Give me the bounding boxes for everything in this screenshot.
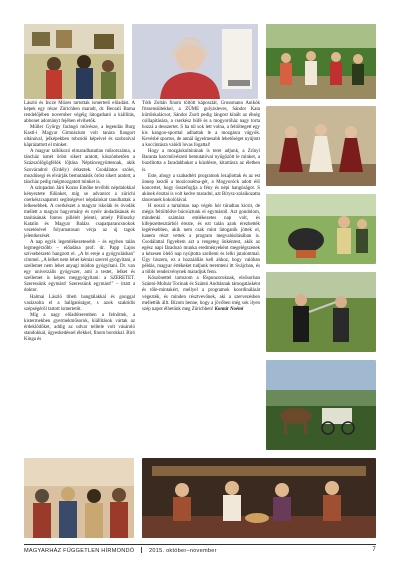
- photo-audience: [24, 458, 134, 538]
- paragraph: Este, ahogy a szabadtéri programok lezajlottak és az est ünnep kezdő a mozicoséma-gét, a Mogyoróck adott élő koncertet, hogy összefoglja a fény és népi hangúságot. S akinek érsztai is volt kedve maradni, azt Bírysz-zolaikozatta táncennek kokolólával.: [142, 173, 260, 203]
- footer-rule: [24, 544, 376, 545]
- photo-gallery-visitors: [24, 24, 124, 99]
- photo-horse-carriage-image: [266, 360, 376, 450]
- paragraph: Müller György farángó művésze, a legendás Burg Kastl-i Magyar Gimnázium volt tanára fiangort oltánával, jelképekben tobzódó képeivel és szobraival káprázattott el minket.: [24, 125, 135, 149]
- photo-woman-speaker: [132, 24, 258, 99]
- photo-audience-image: [24, 458, 134, 538]
- paragraph: A színpadon Járó Kozos Emőke tevőbbi népdalokkal kényeztete fülünket, míg se advanrot a zürichi cserkészcsapatott segítségével népdalokat tanulhattak a lelkesebbek. A cserkészet a magyar iskolák és óvodák mellett a magyar bagyomány és nyelv ándadásának és tanításának fontos pillérét jelenti, amely Pilinszky Katalin és Magyar Balázs csapatparancsnokok vezetésével folyamatosan vérja az új tagok jelentkezését.: [24, 185, 135, 240]
- paragraph: Tóth Zoltán finom töltött káposztát, Grossmann Anikók frissensültekkel, a ZÜME gulyásleves, Sándor Kata kürtöskalácsot, Sándor Zsolt pedig lángost kínált az éhség csillapítására, a cserkész büfé és a mogyoróház nagy torta hozzá a desszertet. S ha túl sok lett volna, a feltöltegett egy kis kangoo-sporttal adhattak le a mozgásra vágyók. Kevésbé sportos, de annál ügyelmesabb lehetőséget nyújtott a koccintásra valódi lovas fogattal!: [142, 101, 260, 149]
- paragraph: Míg a nagy előadóteremben a felnőttek, a kistermekben gyermekműsorok, kiállítások vártak az érdeklődőket, addig az udvar telítele volt vásároló standokkal, ügyeskedéssel élekkel, finom borokkal. Bíró Kinga és: [24, 312, 135, 342]
- paragraph: A magyar tallúkozó elmaradhatatlan műsorszáma, a táncház ismét öröst sikert aratott, köszönhetően a Százszölőgögfélók lőjtása Néptáncegyüttesnak, akik Szováradrol (Erdély) érkeztek. Csodálatos szólei, mozdúsegi és elvárják bemutatásik öröst sikert aratott, a táncház pedig mégmozgatott minket is.: [24, 149, 135, 185]
- photo-woman-speaker-image: [132, 24, 258, 99]
- article-column-2: [142, 101, 260, 313]
- footer-separator: [141, 547, 142, 553]
- photo-baranta-fighters: [266, 272, 376, 352]
- paragraph: László és Incze Mózes tartottak ismertető előadást. A képek egy része Zürichben maradt, dr. Becsali Barna rendelőjében november végéig látogatható a kiállítás, abbonet adományt fejében elvihetők.: [24, 101, 135, 125]
- photo-horse-carriage: [266, 360, 376, 450]
- publication-name: MAGYARHÁZ FÜGGETLEN HÍRMONDÓ: [24, 548, 135, 554]
- photo-baranta-fighters-image: [266, 272, 376, 352]
- paragraph: H noszó a tartalmas nap végén hór türadtan kicsit, de mégis feltöltődve búcsúztunk el egymástól. Azt gondolom, mindenki számára emlékezetes nap volt, és kifejezettesztárból érezte, és ezt talán azok érezhették legérésebben, akik nem csak mint látogatók jöttek el, hanem részt vettek a program megvalósításában is. Csodálattal figyeltem azt a rengeteg önkéntest, akik az egész napi fáradozó munka eredményeként megelégszenek a kézesen ölelő nap nyújtotta szellemi és lelki jutalommal. Úgy hiszem, ez a hozzáállás kell ahhoz, hogy valóban példás, magyar értékeket tudjunk teremteni itt Svájcban, és a többi rendezvénynek maradjuk fenn.: [142, 203, 260, 276]
- issue-date: 2015. október–november: [149, 548, 217, 554]
- photo-folk-dancers-stage: [266, 106, 376, 186]
- photo-gallery-visitors-image: [24, 24, 124, 99]
- article-column-1: [24, 101, 135, 343]
- page-footer: [24, 547, 376, 557]
- photo-outdoor-dancers: [266, 24, 376, 99]
- paragraph: Halmai László tibeti hangtálakkal és gonggal varázsolta el a hallgatóságot, s azok szaktidis szépségéről tartott ismertetőt.: [24, 294, 135, 312]
- paragraph-text: Köszönettel tartozom a fősponzoroknak, elsősorban Szántó-Molnár Tocinak és Szántó Andrásnak támogatásként és tőle-mintakért, mellyel a programok koordinálását végezték, és minden résztvevőnek, aki a szervezésben mellettük állt. Bízom benne, hogy a jövőben még sok ilyen szép napot élhetünk meg Zürichben!: [142, 276, 260, 312]
- photo-kettle-cooking-image: [266, 194, 376, 264]
- photo-outdoor-dancers-image: [266, 24, 376, 99]
- paragraph: [142, 276, 260, 312]
- page-number: 7: [372, 547, 376, 553]
- photo-folk-dancers-stage-image: [266, 106, 376, 186]
- paragraph: Hogy a mozgáskultúrának is teret adjunk, a Zrínyi Baranta harcművészeti bemutatóval nyűgözött le minket, a buzdította a faradabbakat a kúzdésre, kitartásra az életben is.: [142, 149, 260, 173]
- author-signature: Kontár Noémi: [214, 306, 244, 312]
- paragraph: A nap egyik legemlékezetesebb – és egyben talán legmegérzőbb – előadása prof. dr. Papp Lajos szívsebészetó hangzott el. „A bt ereje a gyógyulásban" címmel. „A lelket nem lehet kémiai szerrel gyógyítani, a szellemet nem lehet anyagi módon gyógyítani. Dr. van egy univerzális gyógyszer, ami a testet, lelket és szellemet is képes meggyógyítani: a SZERETET. Szeressünk egymást! Szeressünk egymást!" – írtatt a doktor.: [24, 240, 135, 294]
- photo-music-stage-image: [142, 458, 376, 538]
- photo-kettle-cooking: [266, 194, 376, 264]
- photo-music-stage: [142, 458, 376, 538]
